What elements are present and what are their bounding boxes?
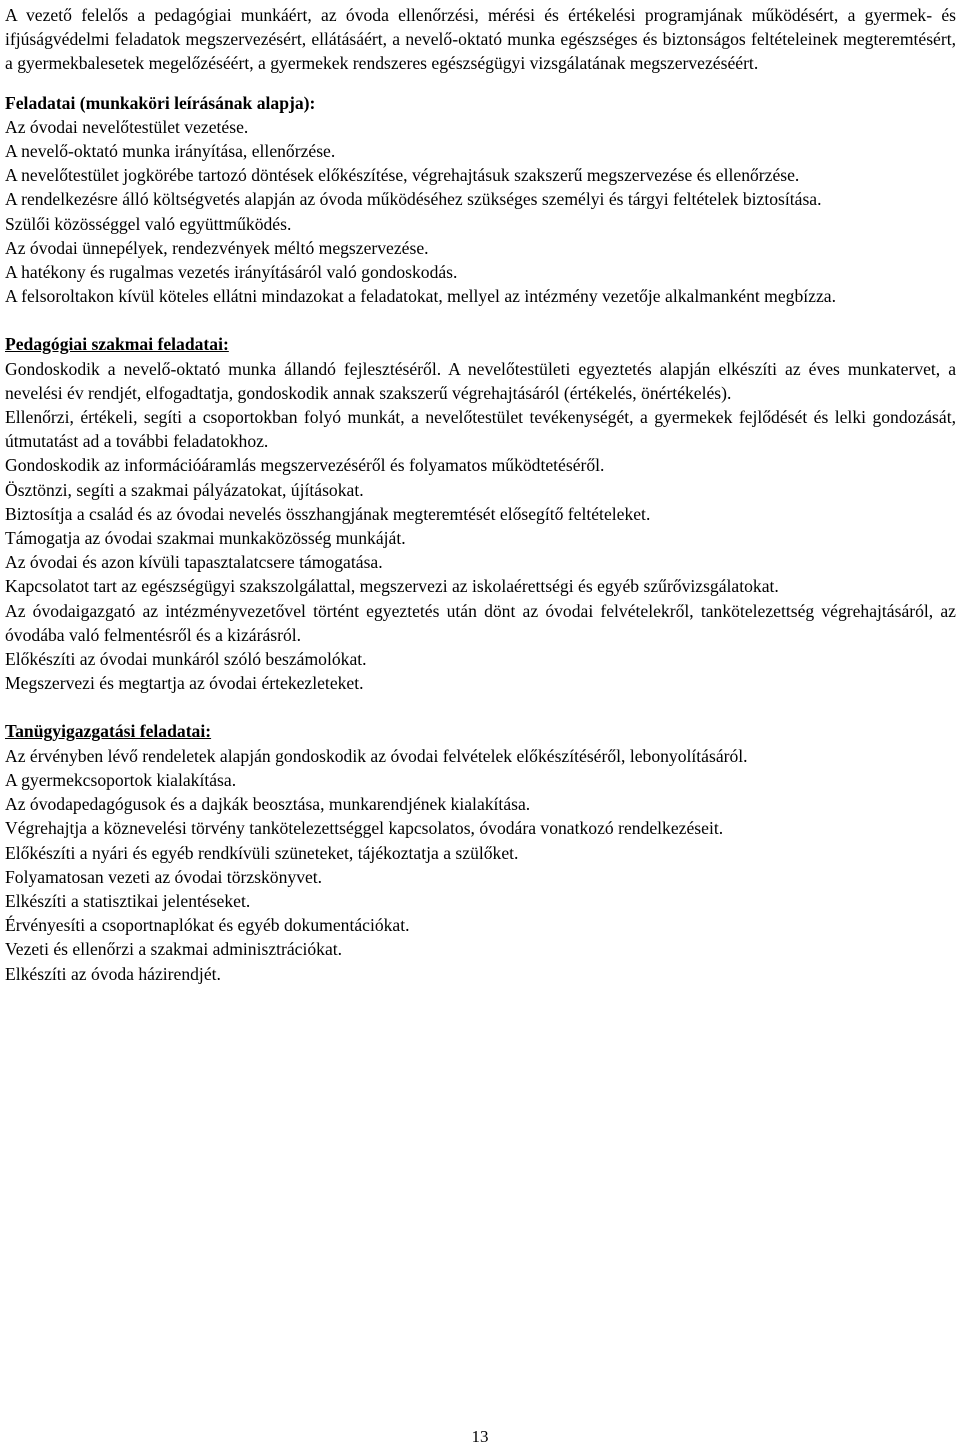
list-item: Az óvodai ünnepélyek, rendezvények méltó megszervezése.: [5, 237, 429, 258]
list-item: Folyamatosan vezeti az óvodai törzskönyvet.: [5, 866, 323, 887]
list-item: Az óvodaigazgató az intézményvezetővel történt egyeztetés után dönt az óvodai felvételekről, tankötelezettség végrehajtásáról, az óvodába való felmentésről és a kizárásról.: [5, 600, 956, 645]
list-item: A felsoroltakon kívül köteles ellátni mindazokat a feladatokat, mellyel az intézmény vezetője alkalmanként megbízza.: [5, 286, 836, 307]
list-item: Vezeti és ellenőrzi a szakmai adminisztrációkat.: [5, 939, 343, 960]
page-number: 13: [471, 1427, 489, 1446]
list-item: A nevelő-oktató munka irányítása, ellenőrzése.: [5, 141, 336, 162]
section-feladatai: [5, 91, 956, 309]
list-item: Érvényesíti a csoportnaplókat és egyéb dokumentációkat.: [5, 915, 410, 936]
list-item: Ösztönzi, segíti a szakmai pályázatokat, újításokat.: [5, 479, 364, 500]
list-item: A gyermekcsoportok kialakítása.: [5, 769, 237, 790]
section-pedagogiai: [5, 332, 956, 695]
section-heading-feladatai: Feladatai (munkaköri leírásának alapja):: [5, 92, 316, 113]
list-item: Előkészíti a nyári és egyéb rendkívüli szüneteket, tájékoztatja a szülőket.: [5, 842, 519, 863]
section-heading-pedagogiai: Pedagógiai szakmai feladatai:: [5, 334, 229, 355]
list-item: Gondoskodik az információáramlás megszervezéséről és folyamatos működtetéséről.: [5, 455, 605, 476]
list-item: Az óvodai és azon kívüli tapasztalatcsere támogatása.: [5, 552, 383, 573]
list-item: Szülői közösséggel való együttműködés.: [5, 213, 292, 234]
list-item: A hatékony és rugalmas vezetés irányításáról való gondoskodás.: [5, 262, 458, 283]
list-item: Támogatja az óvodai szakmai munkaközösség munkáját.: [5, 528, 406, 549]
document-page: [5, 0, 956, 986]
list-item: Ellenőrzi, értékeli, segíti a csoportokban folyó munkát, a nevelőtestület tevékenységét, a gyermekek fejlődését és lelki gondozását, útmutatást ad a további feladatokhoz.: [5, 407, 956, 452]
list-item: Kapcsolatot tart az egészségügyi szakszolgálattal, megszervezi az iskolaérettségi és egyéb szűrővizsgálatokat.: [5, 576, 779, 597]
list-item: Az érvényben lévő rendeletek alapján gondoskodik az óvodai felvételek előkészítéséről, lebonyolításáról.: [5, 745, 748, 766]
list-item: Az óvodapedagógusok és a dajkák beosztása, munkarendjének kialakítása.: [5, 794, 531, 815]
list-item: Elkészíti az óvoda házirendjét.: [5, 963, 221, 984]
list-item: Biztosítja a család és az óvodai nevelés összhangjának megteremtését elősegítő feltételeket.: [5, 503, 651, 524]
section-heading-tanugyigazgatasi: Tanügyigazgatási feladatai:: [5, 721, 212, 742]
list-item: Elkészíti a statisztikai jelentéseket.: [5, 890, 251, 911]
intro-paragraph: A vezető felelős a pedagógiai munkáért, az óvoda ellenőrzési, mérési és értékelési programjának működésért, a gyermek- és ifjúságvédelmi feladatok megszervezésért, ellátásáért, a nevelő-oktató munka egészséges és biztonságos feltételeinek megteremtésért, a gyermekbalesetek megelőzéséért, a gyermekek rendszeres egészségügyi vizsgálatának megszervezéséért.: [5, 5, 956, 74]
section-tanugyigazgatasi: [5, 719, 956, 985]
list-item: A rendelkezésre álló költségvetés alapján az óvoda működéséhez szükséges személyi és tárgyi feltételek biztosítása.: [5, 189, 822, 210]
list-item: Az óvodai nevelőtestület vezetése.: [5, 116, 249, 137]
list-item: Végrehajtja a köznevelési törvény tankötelezettséggel kapcsolatos, óvodára vonatkozó rendelkezéseit.: [5, 818, 724, 839]
list-item: Előkészíti az óvodai munkáról szóló beszámolókat.: [5, 649, 367, 670]
list-item: A nevelőtestület jogkörébe tartozó döntések előkészítése, végrehajtásuk szakszerű megszervezése és ellenőrzése.: [5, 165, 800, 186]
list-item: Gondoskodik a nevelő-oktató munka állandó fejlesztéséről. A nevelőtestületi egyeztetés alapján elkészíti az éves munkatervet, a nevelési év rendjét, elfogadtatja, gondoskodik annak szakszerű végrehajtásáról (értékelés, önértékelés).: [5, 358, 956, 403]
list-item: Megszervezi és megtartja az óvodai értekezleteket.: [5, 673, 364, 694]
